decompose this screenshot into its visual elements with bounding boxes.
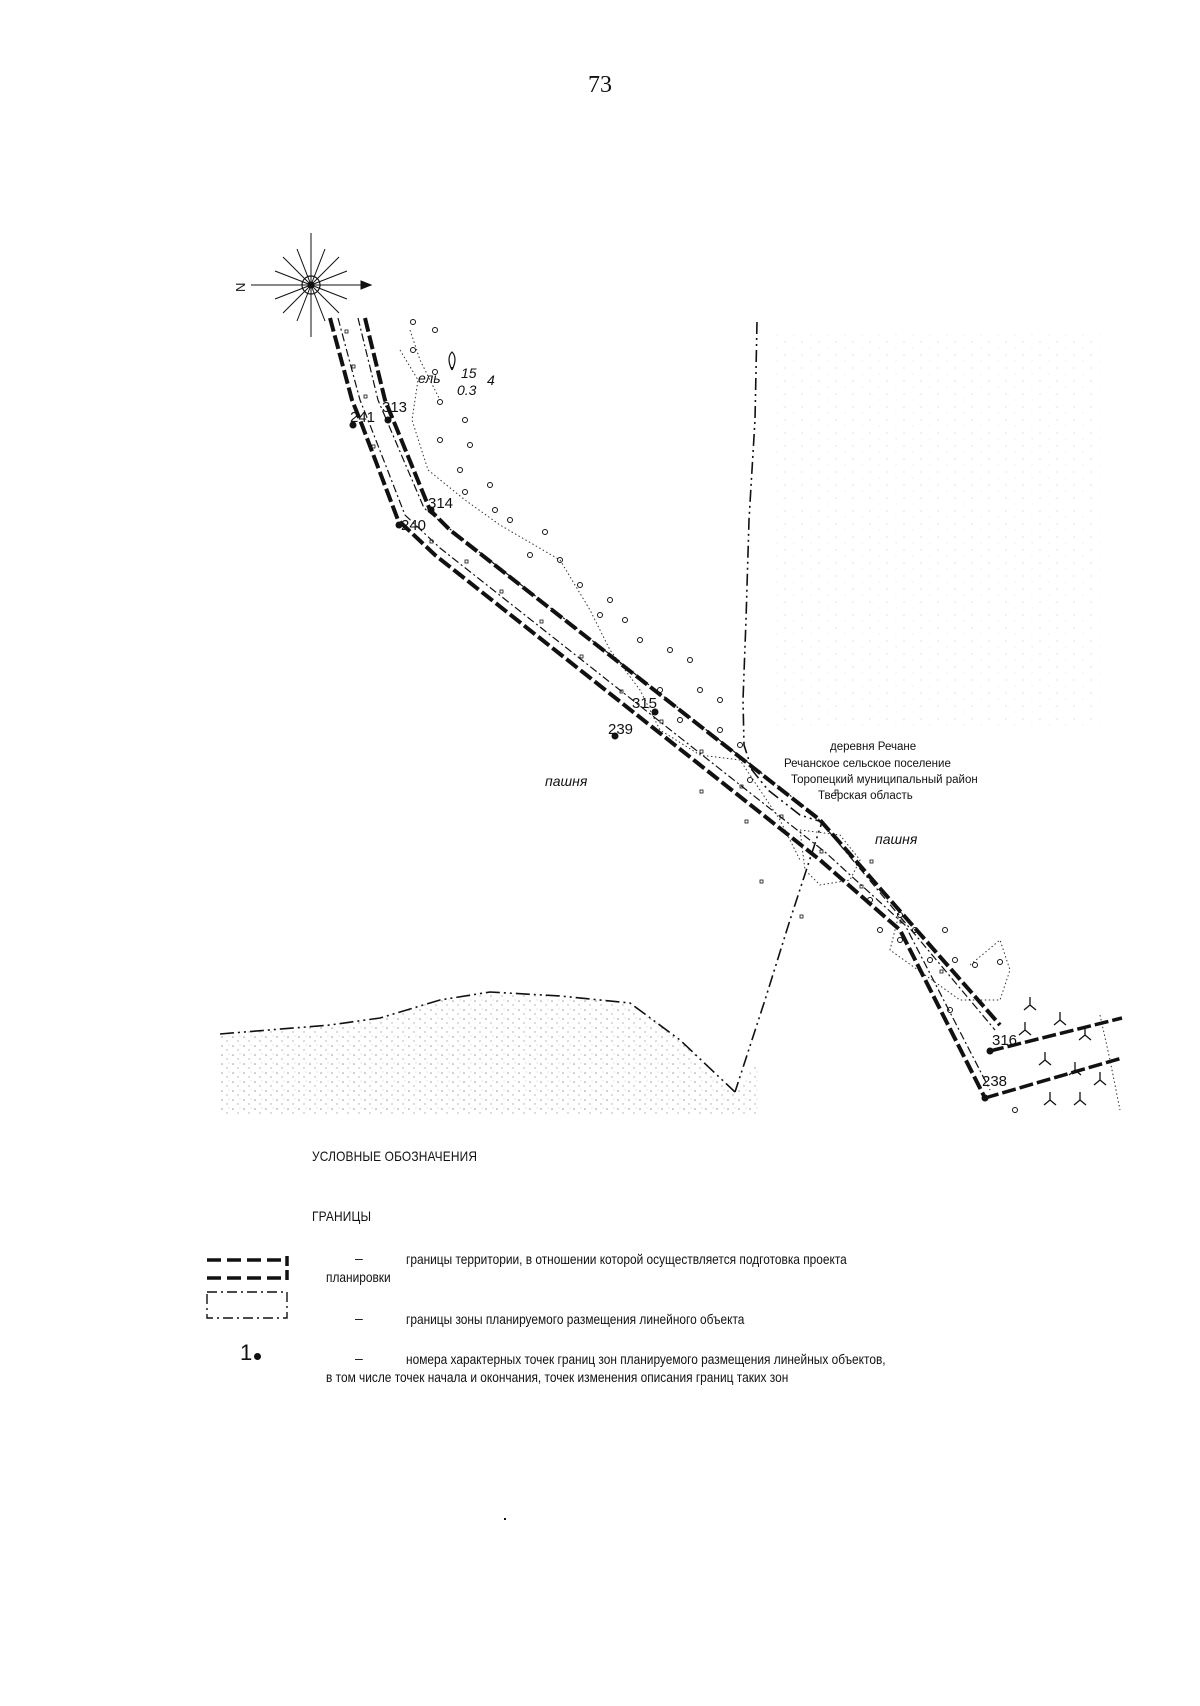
point-label-315: 315 — [632, 695, 658, 712]
north-label: N — [233, 282, 248, 292]
village-label-2: Речанское сельское поселение — [784, 758, 951, 770]
page-speck — [504, 1518, 506, 1520]
legend-symbol-territory — [205, 1254, 295, 1320]
contour-line-4 — [890, 910, 1010, 1000]
point-label-316: 316 — [992, 1032, 1018, 1049]
village-label-4: Тверская область — [818, 790, 913, 802]
legend-dash-2: – — [355, 1310, 363, 1326]
tree-symbol — [449, 352, 455, 370]
village-label-1: деревня Речане — [830, 741, 917, 753]
tree-label: ель — [418, 370, 441, 386]
contour-line-1 — [400, 350, 800, 860]
tree-height: 15 — [461, 365, 477, 381]
point-label-240: 240 — [401, 517, 427, 534]
legend-dash-3: – — [355, 1350, 363, 1366]
legend-item1-line1: границы территории, в отношении которой осуществляется подготовка проекта — [406, 1251, 847, 1267]
tree-count: 4 — [487, 372, 495, 388]
point-label-238: 238 — [982, 1073, 1008, 1090]
legend-point-number: 1 — [240, 1340, 253, 1365]
point-label-313: 313 — [382, 399, 408, 416]
field-label-right: пашня — [875, 831, 918, 847]
legend-dash-1: – — [355, 1250, 363, 1266]
legend-point-dot-icon — [254, 1353, 261, 1360]
settlement-stipple — [770, 330, 1100, 730]
legend-item3-line2: в том числе точек начала и окончания, точек изменения описания границ таких зон — [326, 1369, 789, 1385]
stippled-area — [220, 992, 760, 1115]
legend-item1-line2: планировки — [326, 1269, 391, 1285]
legend-item3-line1: номера характерных точек границ зон планируемого размещения линейных объектов, — [406, 1351, 886, 1367]
legend-title: УСЛОВНЫЕ ОБОЗНАЧЕНИЯ — [312, 1148, 478, 1164]
contour-line-2 — [410, 330, 440, 400]
conifer-symbols — [1019, 997, 1106, 1105]
legend-item2: границы зоны планируемого размещения линейного объекта — [406, 1311, 745, 1327]
page-number: 73 — [588, 72, 612, 98]
village-label-3: Торопецкий муниципальный район — [791, 774, 978, 786]
north-arrow-icon — [251, 233, 371, 337]
field-label-left: пашня — [545, 773, 588, 789]
tree-diameter: 0.3 — [457, 382, 477, 398]
point-label-314: 314 — [428, 495, 454, 512]
point-label-239: 239 — [608, 721, 634, 738]
legend-section-title: ГРАНИЦЫ — [312, 1208, 372, 1224]
point-label-241: 241 — [350, 409, 376, 426]
